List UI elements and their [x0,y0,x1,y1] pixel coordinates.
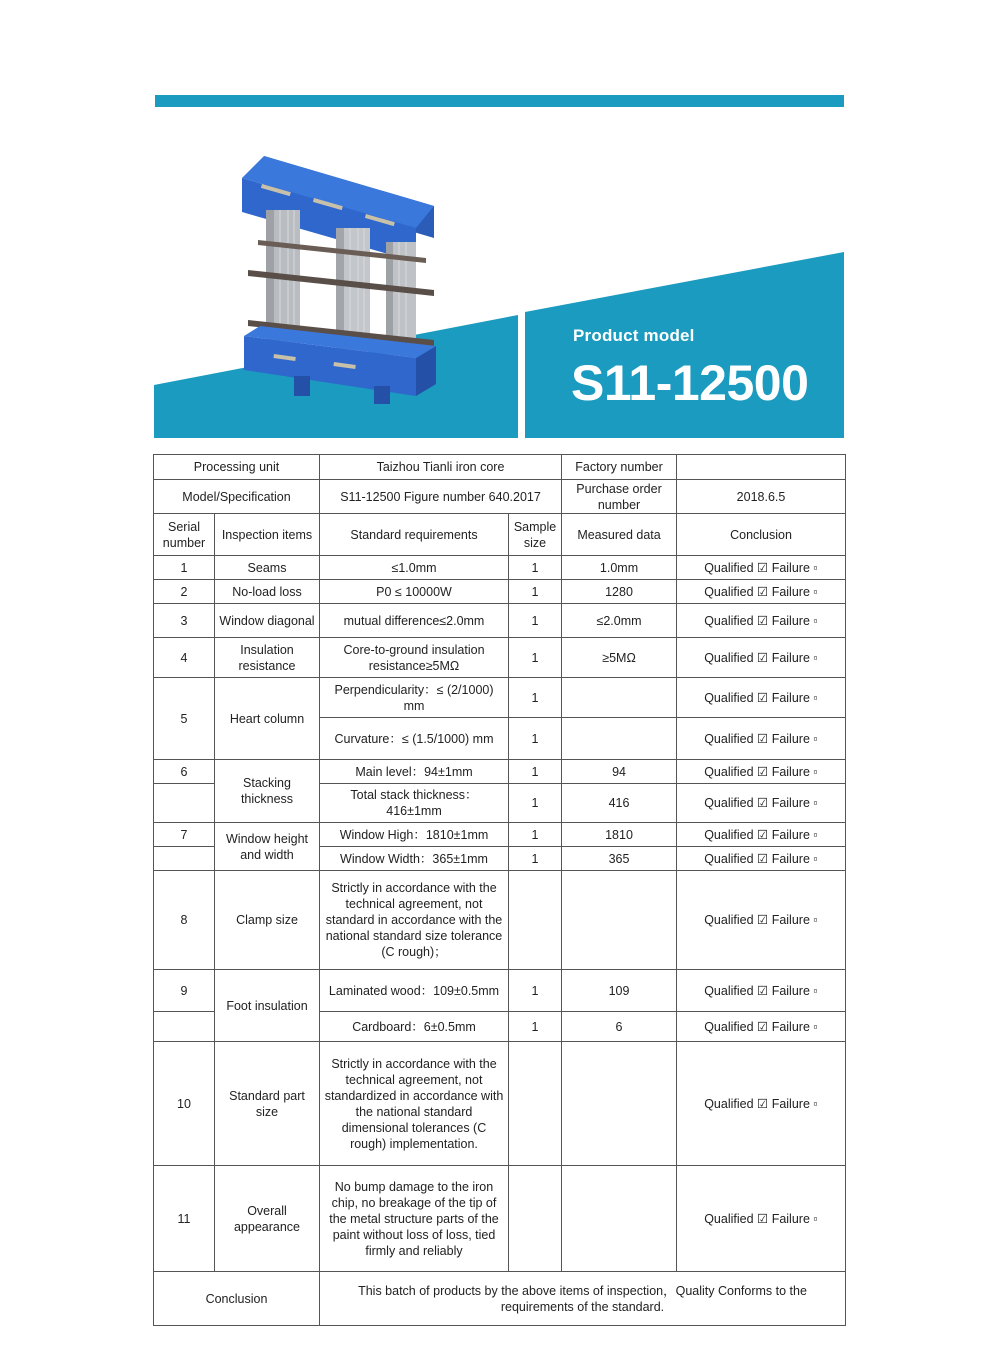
table-row [154,638,846,678]
product-model-value: S11-12500 [571,355,809,411]
measured-cell: ≥5MΩ [562,638,677,678]
measured-cell: 94 [562,760,677,784]
serial-cell: 2 [154,580,215,604]
conclusion-cell: Qualified ☑ Failure ▫ [677,580,846,604]
sample-cell: 1 [509,580,562,604]
conclusion-row [154,1272,846,1326]
standard-cell: No bump damage to the iron chip, no breakage of the tip of the metal structure parts of the paint without loss of loss, tied firmly and reliably [320,1166,509,1272]
table-row [154,970,846,1012]
sample-cell: 1 [509,678,562,718]
measured-cell: 1.0mm [562,556,677,580]
standard-cell: P0 ≤ 10000W [320,580,509,604]
measured-cell: ≤2.0mm [562,604,677,638]
standard-cell: ≤1.0mm [320,556,509,580]
sample-cell [509,1166,562,1272]
processing-unit-value: Taizhou Tianli iron core [320,455,562,480]
conclusion-cell: Qualified ☑ Failure ▫ [677,718,846,760]
item-cell: Standard part size [215,1042,320,1166]
table-row [154,580,846,604]
serial-cell: 5 [154,678,215,760]
col-standard-header: Standard requirements [320,514,509,556]
processing-unit-label: Processing unit [154,455,320,480]
sample-cell [509,1042,562,1166]
sample-cell: 1 [509,604,562,638]
conclusion-cell: Qualified ☑ Failure ▫ [677,604,846,638]
sample-cell: 1 [509,760,562,784]
sample-cell: 1 [509,823,562,847]
sample-cell: 1 [509,556,562,580]
col-conclusion-header: Conclusion [677,514,846,556]
item-cell: Insulation resistance [215,638,320,678]
item-cell: No-load loss [215,580,320,604]
serial-cell: 6 [154,760,215,784]
item-cell: Window diagonal [215,604,320,638]
conclusion-cell: Qualified ☑ Failure ▫ [677,1166,846,1272]
standard-cell: Window Width：365±1mm [320,847,509,871]
measured-cell: 109 [562,970,677,1012]
measured-cell: 416 [562,784,677,823]
serial-cell-empty [154,847,215,871]
serial-cell-empty [154,784,215,823]
serial-cell-empty [154,1012,215,1042]
measured-cell [562,1042,677,1166]
standard-cell: Strictly in accordance with the technical agreement, not standardized in accordance with the national standard dimensional tolerances (C rough) implementation. [320,1042,509,1166]
item-cell: Clamp size [215,871,320,970]
conclusion-cell: Qualified ☑ Failure ▫ [677,1012,846,1042]
item-cell: Window height and width [215,823,320,871]
conclusion-label: Conclusion [154,1272,320,1326]
serial-cell: 11 [154,1166,215,1272]
serial-cell: 8 [154,871,215,970]
conclusion-cell: Qualified ☑ Failure ▫ [677,678,846,718]
conclusion-cell: Qualified ☑ Failure ▫ [677,847,846,871]
iron-core-image [242,156,436,404]
conclusion-cell: Qualified ☑ Failure ▫ [677,760,846,784]
factory-number-value [677,455,846,480]
table-row [154,760,846,784]
serial-cell: 3 [154,604,215,638]
conclusion-cell: Qualified ☑ Failure ▫ [677,1042,846,1166]
purchase-order-value: 2018.6.5 [677,480,846,514]
measured-cell: 1280 [562,580,677,604]
sample-cell: 1 [509,1012,562,1042]
item-cell: Seams [215,556,320,580]
standard-cell: Window High：1810±1mm [320,823,509,847]
item-cell: Heart column [215,678,320,760]
column-header-row [154,514,846,556]
standard-cell: Main level：94±1mm [320,760,509,784]
serial-cell: 7 [154,823,215,847]
serial-cell: 4 [154,638,215,678]
table-row [154,871,846,970]
measured-cell [562,718,677,760]
table-row [154,678,846,718]
serial-cell: 1 [154,556,215,580]
measured-cell: 1810 [562,823,677,847]
standard-cell: Laminated wood：109±0.5mm [320,970,509,1012]
conclusion-cell: Qualified ☑ Failure ▫ [677,784,846,823]
conclusion-cell: Qualified ☑ Failure ▫ [677,638,846,678]
table-row [154,455,846,480]
serial-cell: 10 [154,1042,215,1166]
sample-cell: 1 [509,638,562,678]
table-row [154,1166,846,1272]
conclusion-cell: Qualified ☑ Failure ▫ [677,556,846,580]
standard-cell: Curvature：≤ (1.5/1000) mm [320,718,509,760]
standard-cell: Cardboard：6±0.5mm [320,1012,509,1042]
measured-cell [562,871,677,970]
sample-cell: 1 [509,970,562,1012]
product-model-label: Product model [573,326,695,345]
standard-cell: mutual difference≤2.0mm [320,604,509,638]
col-serial-header: Serial number [154,514,215,556]
table-row [154,480,846,514]
serial-cell: 9 [154,970,215,1012]
item-cell: Overall appearance [215,1166,320,1272]
measured-cell [562,1166,677,1272]
inspection-table [153,454,846,1326]
sample-cell: 1 [509,847,562,871]
conclusion-text: This batch of products by the above items of inspection，Quality Conforms to the requirements of the standard. [320,1272,846,1326]
col-sample-header: Sample size [509,514,562,556]
purchase-order-label: Purchase order number [562,480,677,514]
standard-cell: Total stack thickness： 416±1mm [320,784,509,823]
table-row [154,823,846,847]
conclusion-cell: Qualified ☑ Failure ▫ [677,970,846,1012]
item-cell: Foot insulation [215,970,320,1042]
standard-cell: Perpendicularity：≤ (2/1000) mm [320,678,509,718]
sample-cell: 1 [509,784,562,823]
standard-cell: Core-to-ground insulation resistance≥5MΩ [320,638,509,678]
top-accent-bar [155,95,844,107]
factory-number-label: Factory number [562,455,677,480]
model-spec-value: S11-12500 Figure number 640.2017 [320,480,562,514]
measured-cell [562,678,677,718]
table-row [154,604,846,638]
model-spec-label: Model/Specification [154,480,320,514]
conclusion-cell: Qualified ☑ Failure ▫ [677,823,846,847]
measured-cell: 6 [562,1012,677,1042]
sample-cell [509,871,562,970]
table-row [154,1042,846,1166]
conclusion-cell: Qualified ☑ Failure ▫ [677,871,846,970]
col-items-header: Inspection items [215,514,320,556]
table-row [154,556,846,580]
standard-cell: Strictly in accordance with the technical agreement, not standard in accordance with the national standard size tolerance (C rough)； [320,871,509,970]
col-measured-header: Measured data [562,514,677,556]
sample-cell: 1 [509,718,562,760]
measured-cell: 365 [562,847,677,871]
item-cell: Stacking thickness [215,760,320,823]
